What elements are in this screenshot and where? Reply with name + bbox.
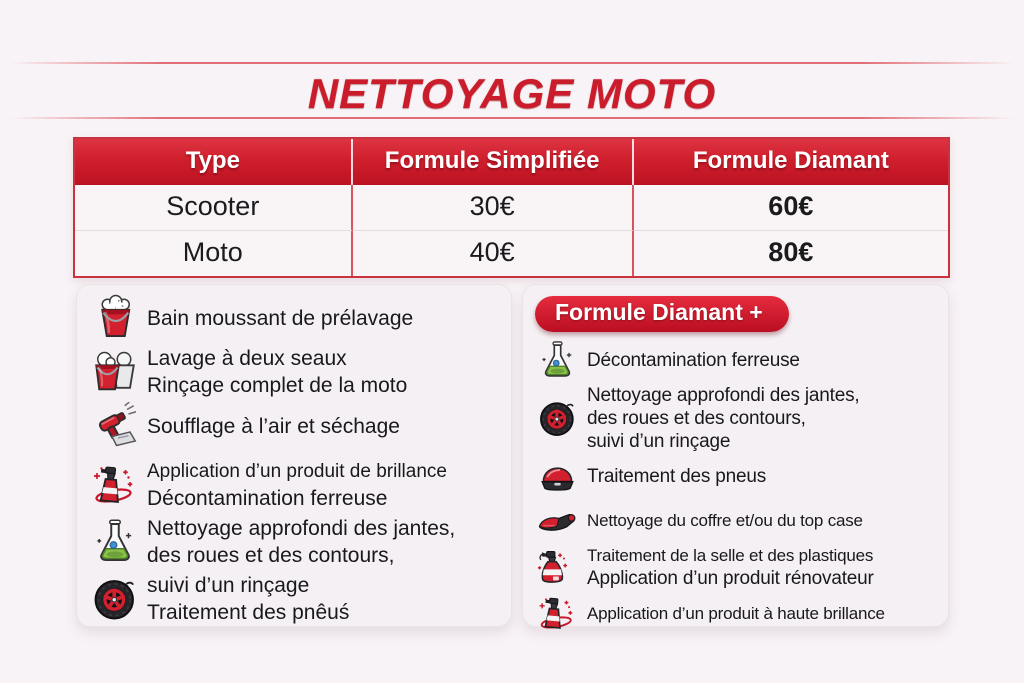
pricing-table — [73, 137, 950, 278]
service-label: Décontamination ferreuse — [587, 350, 800, 371]
list-item — [533, 544, 940, 590]
spray-bottle-swoosh-icon — [89, 461, 141, 509]
table-row-scooter — [75, 185, 948, 230]
service-label: Application d’un produit à haute brillance — [587, 604, 885, 623]
service-label: Nettoyage du coffre et/ou du top case — [587, 511, 863, 530]
two-buckets-icon — [89, 348, 141, 396]
service-label: Traitement de la selle et des plastiques — [587, 546, 874, 565]
saddle-icon — [533, 500, 581, 541]
diamond-formula-panel — [522, 284, 949, 627]
list-item — [89, 515, 501, 569]
list-item — [533, 456, 940, 497]
title-rule-bottom — [0, 117, 1024, 119]
diamond-formula-badge: Formule Diamant + — [535, 296, 789, 332]
list-item — [89, 402, 501, 450]
list-item — [89, 294, 501, 342]
service-label: Traitement des pnêuś — [147, 601, 350, 624]
list-item — [533, 593, 940, 634]
air-blower-icon — [89, 402, 141, 450]
list-item — [533, 384, 940, 453]
list-item — [89, 458, 501, 512]
service-label: Bain moussant de prélavage — [147, 306, 414, 330]
service-label: des roues et des contours, — [147, 544, 395, 567]
service-label: Lavage à deux seaux — [147, 347, 347, 370]
list-item — [89, 572, 501, 626]
type-cell: Moto — [75, 230, 353, 276]
service-label: Nettoyage approfondi des jantes, — [587, 385, 860, 406]
service-label: des roues et des contours, — [587, 408, 806, 429]
flask-icon — [89, 518, 141, 566]
list-item — [533, 340, 940, 381]
service-label: Décontamination ferreuse — [147, 487, 388, 510]
service-label: suivi d’un rinçage — [147, 574, 310, 597]
column-header-type: Type — [75, 139, 353, 185]
service-label: Soufflage à l’air et séchage — [147, 414, 400, 438]
flask-icon — [533, 340, 581, 381]
column-header-formule-simplifiee: Formule Simplifiée — [353, 139, 634, 185]
type-cell: Scooter — [75, 185, 353, 230]
service-label: suivi d’un rinçage — [587, 431, 731, 452]
list-item — [533, 500, 940, 541]
table-row-moto — [75, 230, 948, 276]
list-item — [89, 345, 501, 399]
price-cell-simplifiee: 30€ — [353, 185, 634, 230]
pricing-table-header — [75, 139, 948, 185]
service-label: Application d’un produit rénovateur — [587, 568, 874, 589]
price-cell-diamant: 60€ — [768, 191, 814, 221]
price-cell-simplifiee: 40€ — [353, 230, 634, 276]
service-label: Application d’un produit de brillance — [147, 461, 447, 482]
foam-bucket-icon — [89, 294, 141, 342]
price-cell-diamant: 80€ — [634, 230, 948, 276]
page-title: NETTOYAGE MOTO — [307, 70, 717, 117]
top-case-icon — [533, 456, 581, 497]
simplified-formula-panel — [76, 284, 512, 627]
tire-icon — [533, 398, 581, 439]
spray-bottle-icon — [533, 547, 581, 588]
service-label: Rinçage complet de la moto — [147, 374, 408, 397]
tire-icon — [89, 575, 141, 623]
service-label: Traitement des pneus — [587, 466, 767, 487]
spray-bottle-swoosh-icon — [533, 593, 581, 634]
column-header-formule-diamant: Formule Diamant — [692, 147, 889, 174]
service-label: Nettoyage approfondi des jantes, — [147, 517, 456, 540]
title-rule-top — [0, 62, 1024, 64]
